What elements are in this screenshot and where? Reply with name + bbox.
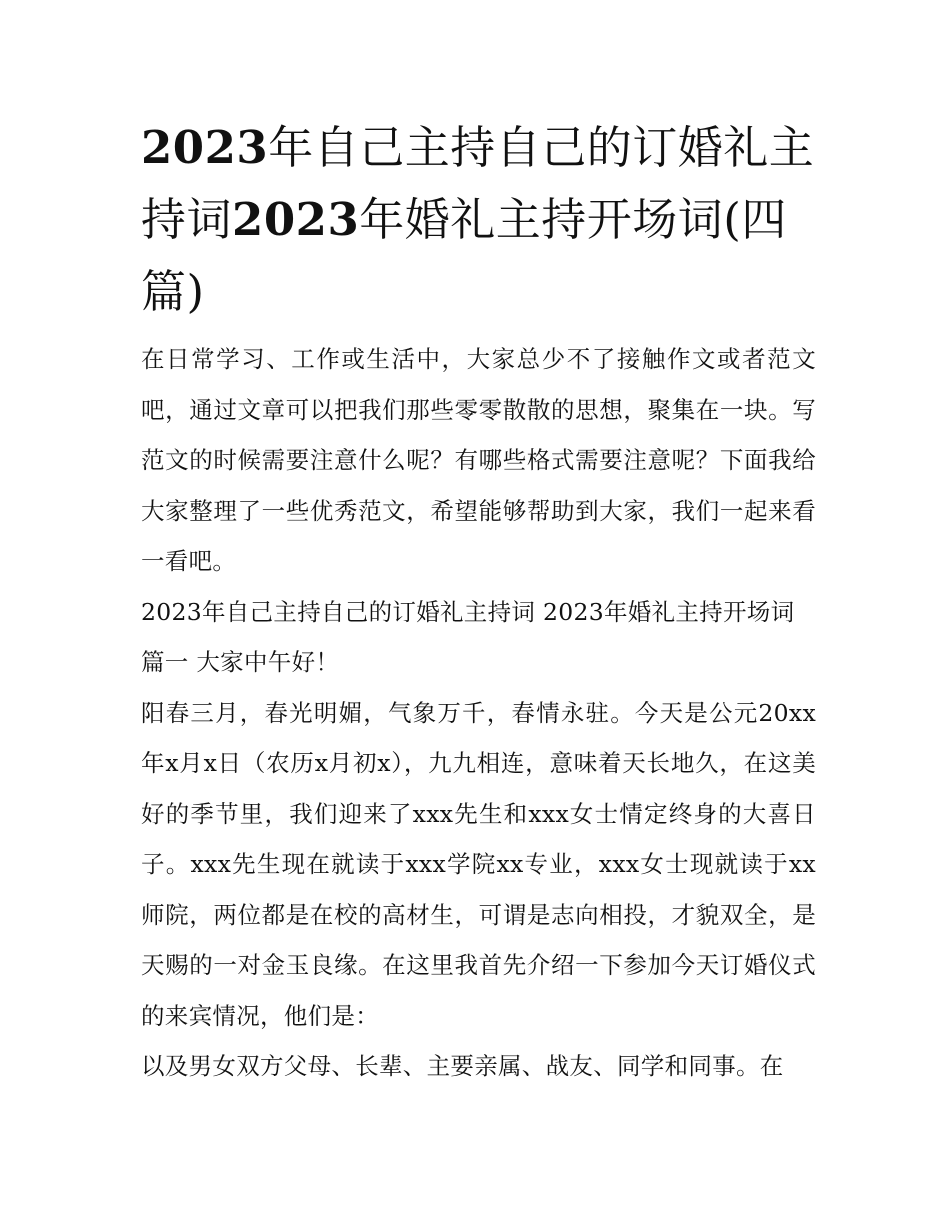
body-paragraph: 阳春三月，春光明媚，气象万千，春情永驻。今天是公元20xx年x月x日（农历x月初x），九九相连，意味着天长地久，在这美好的季节里，我们迎来了xxx先生和xxx女士情定终身的大喜日子。xxx先生现在就读于xxx学院xx专业，xxx女士现就读于xx师院，两位都是在校的高材生，可谓是志向相投，才貌双全，是天赐的一对金玉良缘。在这里我首先介绍一下参加今天订婚仪式的来宾情况，他们是： <box>141 698 816 1030</box>
document-page <box>141 112 816 1092</box>
document-title <box>141 112 816 328</box>
title-part-1: 年自己主持自己的订婚礼主持词 <box>141 121 815 246</box>
subtitle-line: 2023年自己主持自己的订婚礼主持词 2023年婚礼主持开场词 <box>141 597 795 626</box>
title-part-2: 年婚礼主持开场词(四篇) <box>141 193 787 318</box>
title-year-1: 2023 <box>141 121 269 174</box>
title-year-2: 2023 <box>232 193 360 246</box>
intro-paragraph: 在日常学习、工作或生活中，大家总少不了接触作文或者范文吧，通过文章可以把我们那些零零散散的思想，聚集在一块。写范文的时候需要注意什么呢？有哪些格式需要注意呢？下面我给大家整理了一些优秀范文，希望能够帮助到大家，我们一起来看一看吧。 <box>141 345 816 575</box>
section-heading: 篇一 大家中午好！ <box>141 648 340 676</box>
body-paragraph: 以及男女双方父母、长辈、主要亲属、战友、同学和同事。在 <box>141 1052 784 1080</box>
